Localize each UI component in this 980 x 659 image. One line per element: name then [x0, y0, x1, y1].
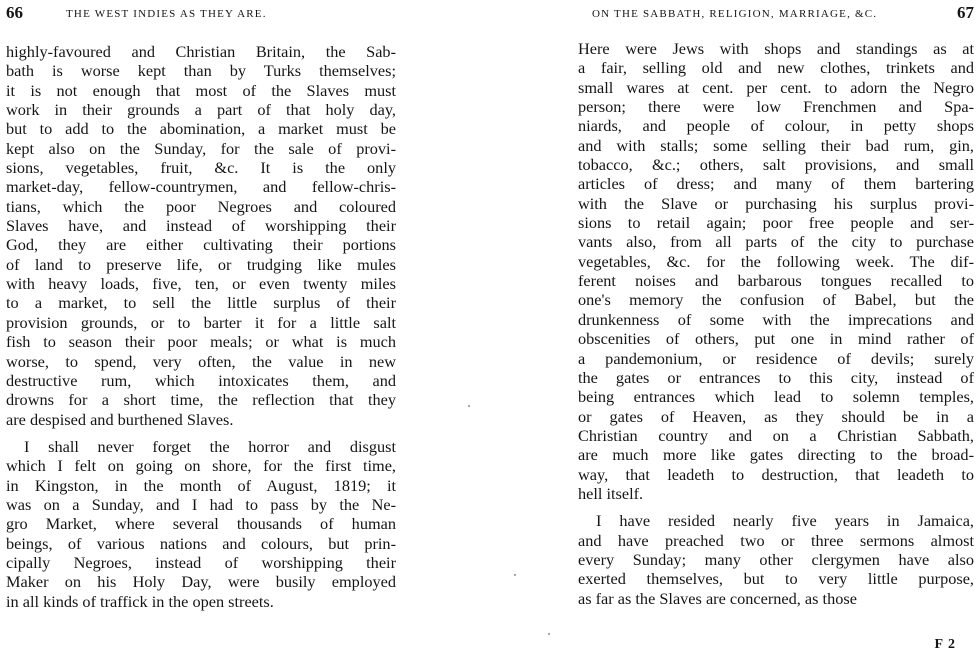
- text-line: in all kinds of traffick in the open streets.: [6, 591, 274, 611]
- text-line: and have preached two or three sermons almost: [578, 530, 974, 550]
- text-line: fish to season their poor meals; or what is much: [6, 332, 396, 352]
- text-line: gro Market, where several thousands of human: [6, 514, 396, 534]
- left-page: [6, 0, 396, 659]
- text-line: was on a Sunday, and I had to pass by the Ne-: [6, 494, 396, 514]
- text-line: beings, of various nations and colours, but prin-: [6, 533, 396, 553]
- text-line: drunkenness of some with the imprecations and: [578, 309, 974, 329]
- text-line: as far as the Slaves are concerned, as those: [578, 588, 857, 608]
- text-line: a pandemonium, or residence of devils; surely: [578, 348, 974, 368]
- text-line: Here were Jews with shops and standings as at: [578, 39, 974, 58]
- paper-speck: [548, 633, 550, 635]
- text-line: obscenities of others, put one in mind rather of: [578, 329, 974, 349]
- text-line: worse, to spend, very often, the value in new: [6, 351, 396, 371]
- text-line: in Kingston, in the month of August, 1819; it: [6, 475, 396, 495]
- left-page-body: [6, 42, 396, 611]
- text-line: way, that leadeth to destruction, that leadeth to: [578, 464, 974, 484]
- left-page-header: [6, 0, 396, 22]
- text-line: I have resided nearly five years in Jamaica,: [596, 511, 974, 531]
- text-line: market-day, fellow-countrymen, and fellow-chris-: [6, 177, 396, 197]
- text-line: destructive rum, which intoxicates them, and: [6, 370, 396, 390]
- text-line: of land to preserve life, or trudging like mules: [6, 254, 396, 274]
- text-line: being entrances which lead to solemn temples,: [578, 387, 974, 407]
- left-page-number: 66: [6, 3, 23, 22]
- right-paragraph-1: [578, 39, 974, 503]
- right-page-body: [578, 39, 974, 608]
- text-line: I shall never forget the horror and disgust: [24, 436, 396, 456]
- text-line: with heavy loads, five, ten, or even twenty miles: [6, 274, 396, 294]
- signature-mark: F 2: [934, 637, 956, 652]
- text-line: sions to retail again; poor free people and ser-: [578, 213, 974, 233]
- text-line: kept also on the Sunday, for the sale of provi-: [6, 138, 396, 158]
- text-line: one's memory the confusion of Babel, but the: [578, 290, 974, 310]
- text-line: articles of dress; and many of them bartering: [578, 174, 974, 194]
- text-line: drowns for a short time, the reflection that they: [6, 390, 396, 410]
- right-page-number: 67: [957, 3, 974, 22]
- text-line: tians, which the poor Negroes and coloured: [6, 196, 396, 216]
- left-paragraph-2: [6, 437, 396, 611]
- text-line: which I felt on going on shore, for the first time,: [6, 456, 396, 476]
- text-line: person; there were low Frenchmen and Spa-: [578, 97, 974, 117]
- text-line: highly-favoured and Christian Britain, the Sab-: [6, 42, 396, 61]
- text-line: God, they are either cultivating their portions: [6, 235, 396, 255]
- paper-speck: [468, 405, 470, 407]
- left-running-title: THE WEST INDIES AS THEY ARE.: [66, 8, 267, 20]
- text-line: tobacco, &c.; others, salt provisions, and small: [578, 155, 974, 175]
- text-line: vants also, from all parts of the city to purchase: [578, 232, 974, 252]
- text-line: are despised and burthened Slaves.: [6, 409, 234, 429]
- left-paragraph-1: [6, 42, 396, 429]
- text-line: sions, vegetables, fruit, &c. It is the only: [6, 158, 396, 178]
- text-line: exerted themselves, but to very little purpose,: [578, 569, 974, 589]
- text-line: and with stalls; some selling their bad rum, gin,: [578, 135, 974, 155]
- text-line: work in their grounds a part of that holy day,: [6, 100, 396, 120]
- text-line: every Sunday; many other clergymen have also: [578, 549, 974, 569]
- text-line: provision grounds, or to barter it for a little salt: [6, 312, 396, 332]
- right-page: [578, 0, 974, 659]
- text-line: the gates or entrances to this city, instead of: [578, 367, 974, 387]
- text-line: vegetables, &c. for the following week. The dif-: [578, 251, 974, 271]
- text-line: bath is worse kept than by Turks themselves;: [6, 61, 396, 81]
- text-line: a fair, selling old and new clothes, trinkets and: [578, 58, 974, 78]
- right-running-title: ON THE SABBATH, RELIGION, MARRIAGE, &C.: [592, 8, 878, 20]
- text-line: Slaves have, and instead of worshipping their: [6, 216, 396, 236]
- right-page-header: [578, 0, 974, 22]
- text-line: cipally Negroes, instead of worshipping their: [6, 552, 396, 572]
- text-line: are much more like gates directing to the broad-: [578, 445, 974, 465]
- text-line: with the Slave or purchasing his surplus provi-: [578, 193, 974, 213]
- paper-speck: [514, 574, 516, 576]
- text-line: Maker on his Holy Day, were busily employed: [6, 572, 396, 592]
- text-line: it is not enough that most of the Slaves must: [6, 80, 396, 100]
- text-line: ferent noises and barbarous tongues recalled to: [578, 271, 974, 291]
- text-line: or gates of Heaven, as they should be in a: [578, 406, 974, 426]
- text-line: to a market, to sell the little surplus of their: [6, 293, 396, 313]
- text-line: Christian country and on a Christian Sabbath,: [578, 425, 974, 445]
- text-line: niards, and people of colour, in petty shops: [578, 116, 974, 136]
- right-paragraph-2: [578, 511, 974, 608]
- text-line: but to add to the abomination, a market must be: [6, 119, 396, 139]
- text-line: hell itself.: [578, 483, 644, 503]
- text-line: small wares at cent. per cent. to adorn the Negro: [578, 77, 974, 97]
